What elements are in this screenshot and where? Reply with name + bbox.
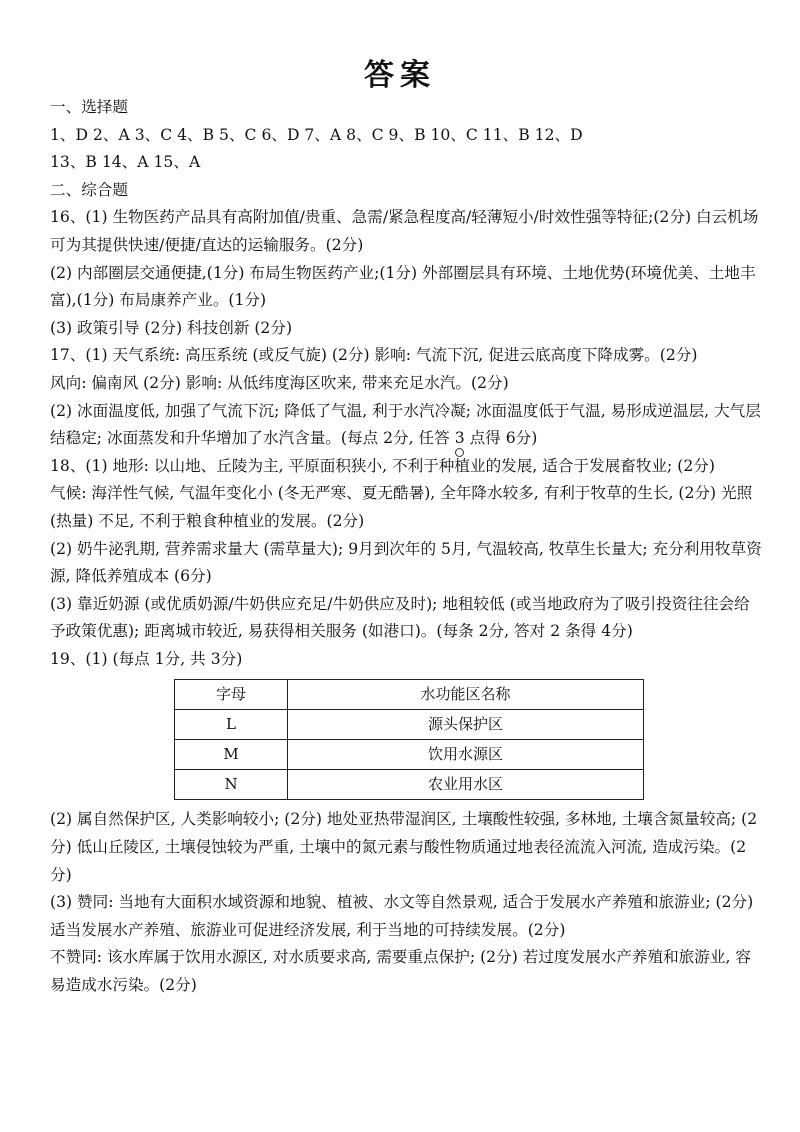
table-cell-zone: 农业用水区 [288,770,644,800]
page-title: 答案 [364,58,436,93]
q18-part2: (2) 奶牛泌乳期, 营养需求量大 (需草量大); 9月到次年的 5月, 气温较高, 牧草生长量大; 充分利用牧草资源, 降低养殖成本 (6分) [50,539,762,586]
q19-agree: (3) 赞同: 当地有大面积水域资源和地貌、植被、水文等自然景观, 适合于发展水产养殖和旅游业; (2分) 适当发展水产养殖、旅游业可促进经济发展, 利于当地的可持续发展。(2分) [50,893,754,939]
choice-answers-line-1: 1、D 2、A 3、C 4、B 5、C 6、D 7、A 8、C 9、B 10、C 11、B 12、D [50,125,583,144]
q18-climate: 气候: 海洋性气候, 气温年变化小 (冬无严寒、夏无酷暑), 全年降水较多, 有利于牧草的生长, (2分) 光照 (热量) 不足, 不利于粮食种植业的发展。(2分) [50,484,753,530]
table-cell-letter: L [175,710,288,740]
section-heading-choice: 一、选择题 [50,98,128,116]
q17-part2: (2) 冰面温度低, 加强了气流下沉; 降低了气温, 利于水汽冷凝; 冰面温度低于气温, 易形成逆温层, 大气层结稳定; 冰面蒸发和升华增加了水汽含量。(每点 2分, 任答 3 点得 6分) [50,401,761,448]
q19-disagree: 不赞同: 该水库属于饮用水源区, 对水质要求高, 需要重点保护; (2分) 若过度发展水产养殖和旅游业, 容易造成水污染。(2分) [50,948,751,995]
q16-part2: (2) 内部圈层交通便捷,(1分) 布局生物医药产业;(1分) 外部圈层具有环境、土地优势(环境优美、土地丰富),(1分) 布局康养产业。(1分) [50,263,756,310]
section-heading-comprehensive: 二、综合题 [50,180,128,199]
table-cell-letter: M [175,740,288,770]
choice-answers-line-2: 13、B 14、A 15、A [50,153,201,172]
water-function-table [174,679,644,800]
q19-part1: 19、(1) (每点 1分, 共 3分) [50,649,243,668]
table-row [175,770,644,800]
table-header-row [175,680,644,710]
q19-part2: (2) 属自然保护区, 人类影响较小; (2分) 地处亚热带湿润区, 土壤酸性较强, 多林地, 土壤含氮量较高; (2分) 低山丘陵区, 土壤侵蚀较为严重, 土壤中的氮元素与酸性物质通过地表径流流入河流, 造成污染。(2分) [50,810,758,884]
q17-part1: 17、(1) 天气系统: 高压系统 (或反气旋) (2分) 影响: 气流下沉, 促进云底高度下降成雾。(2分) [50,346,698,365]
table-cell-zone: 饮用水源区 [288,740,644,770]
q16-part1: 16、(1) 生物医药产品具有高附加值/贵重、急需/紧急程度高/轻薄短小/时效性强等特征;(2分) 白云机场可为其提供快速/便捷/直达的运输服务。(2分) [50,208,759,254]
table-cell-zone: 源头保护区 [288,710,644,740]
q16-part3: (3) 政策引导 (2分) 科技创新 (2分) [50,318,293,337]
table-header-zone-name: 水功能区名称 [288,680,644,710]
table-row [175,710,644,740]
table-header-letter: 字母 [175,680,288,710]
q17-wind: 风向: 偏南风 (2分) 影响: 从低纬度海区吹来, 带来充足水汽。(2分) [50,373,509,392]
answer-content [50,94,762,1000]
stray-dot-mark [455,448,464,457]
q18-part3: (3) 靠近奶源 (或优质奶源/牛奶供应充足/牛奶供应及时); 地租较低 (或当地政府为了吸引投资往往会给予政策优惠); 距离城市较近, 易获得相关服务 (如港口)。(每条 2分, 答对 2 条得 4分) [50,594,750,641]
table-row [175,740,644,770]
table-cell-letter: N [175,770,288,800]
q18-terrain: 18、(1) 地形: 以山地、丘陵为主, 平原面积狭小, 不利于种植业的发展, 适合于发展畜牧业; (2分) [50,456,715,475]
